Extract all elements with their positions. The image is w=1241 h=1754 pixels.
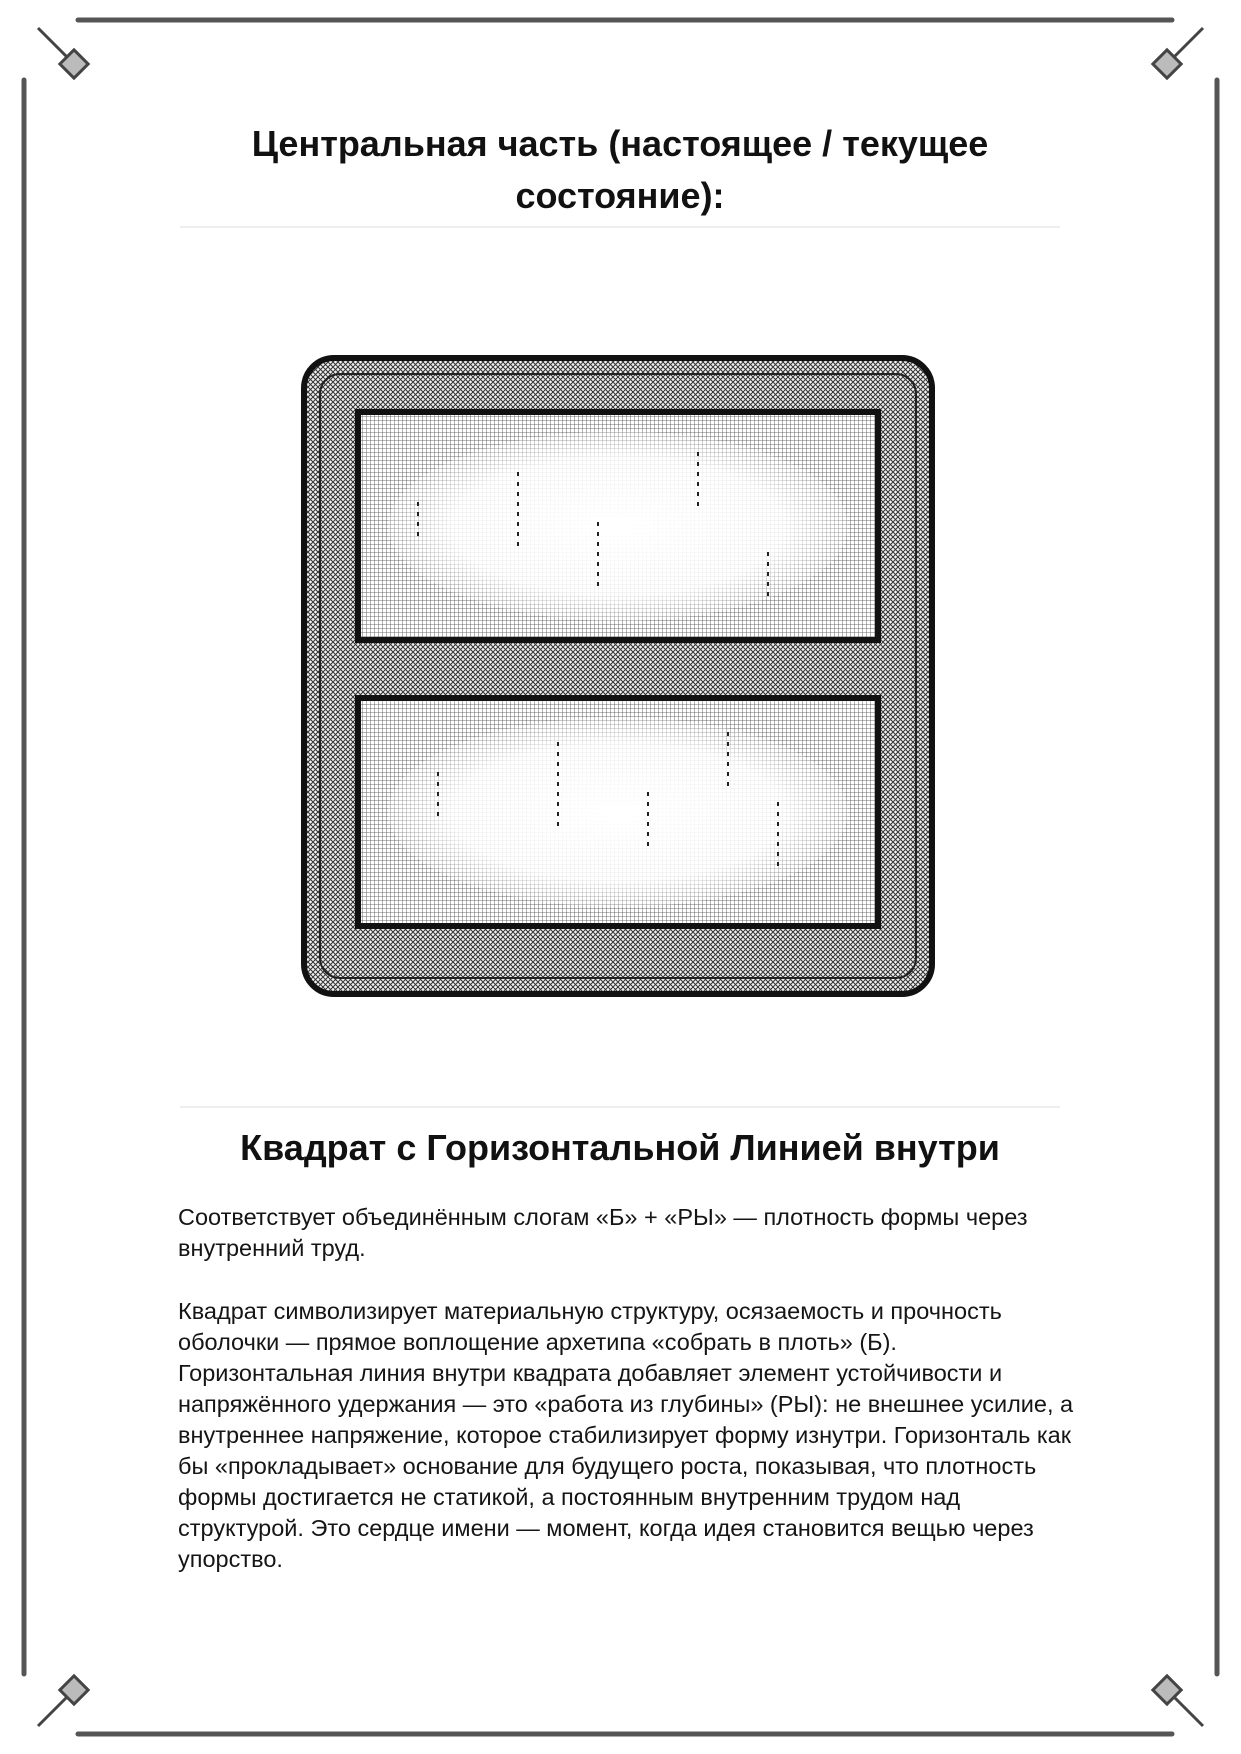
paragraph-body: Квадрат символизирует материальную структуру, осязаемость и прочность оболочки — прямое воплощение архетипа «собрать в плоть» (Б). Горизонтальная линия внутри квадрата добавляет элемент устойчивости и напряжённого удержания — это «работа из глубины» (РЫ): не внешнее усилие, а внутреннее напряжение, которое стабилизирует форму изнутри. Горизонталь как бы «прокладывает» основание для будущего роста, показывая, что плотность формы достигается не статикой, а постоянным внутренним трудом над структурой. Это сердце имени — момент, когда идея становится вещью через упорство.	[178, 1298, 1074, 1572]
divider	[180, 226, 1060, 228]
page-title: Центральная часть (настоящее / текущее состояние):	[251, 123, 989, 216]
divider	[180, 1106, 1060, 1108]
section-title: Квадрат с Горизонтальной Линией внутри	[240, 1127, 1000, 1168]
square-horizontal-line-illustration	[298, 352, 938, 1002]
paragraph-intro: Соответствует объединённым слогам «Б» + «РЫ» — плотность формы через внутренний труд.	[178, 1204, 1028, 1261]
